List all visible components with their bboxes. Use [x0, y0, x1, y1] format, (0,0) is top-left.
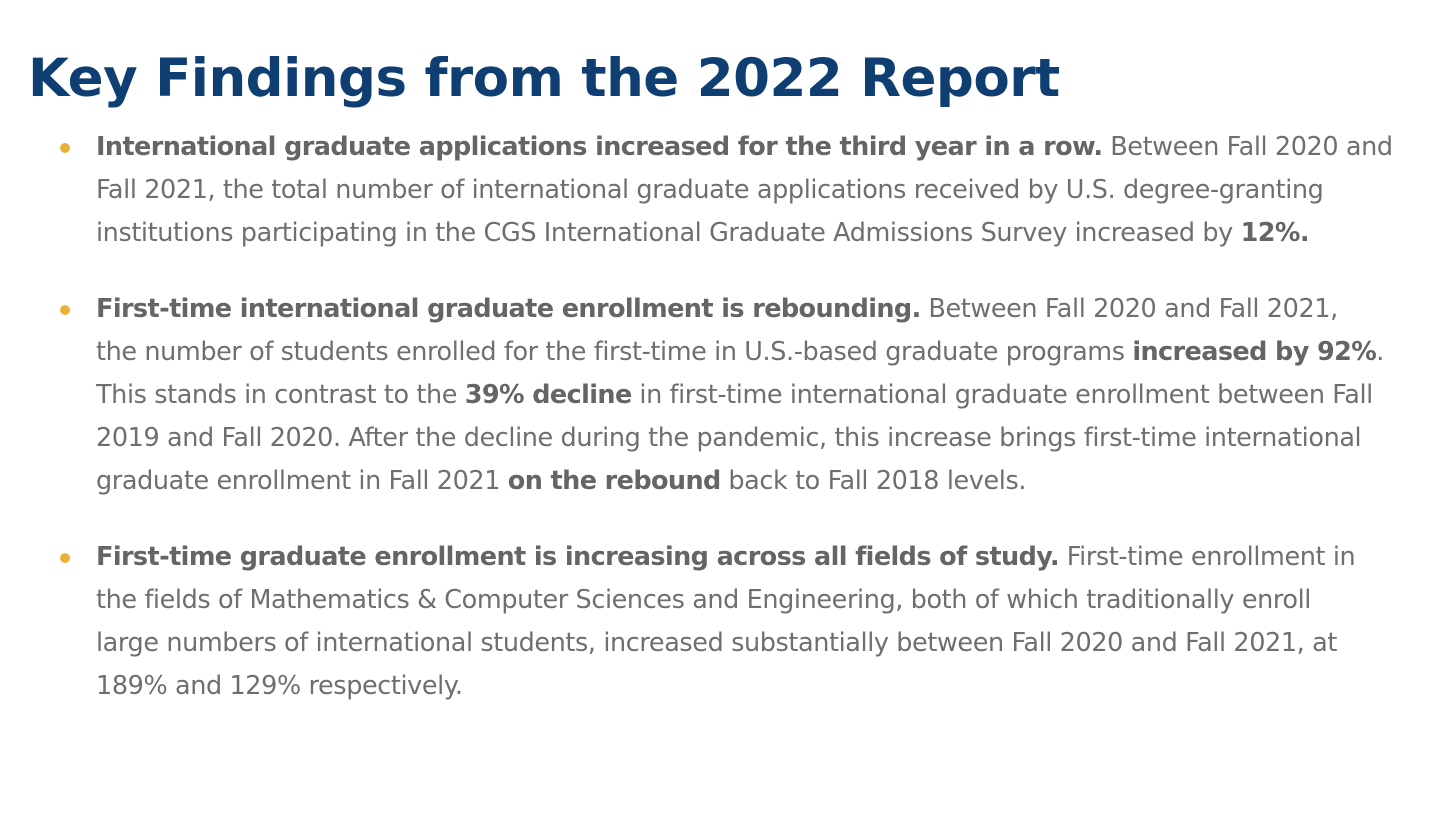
- finding-text: . This stands in contrast to the: [96, 336, 1384, 411]
- finding-highlight: 39% decline: [464, 380, 632, 411]
- finding-heading: First-time graduate enrollment is increasing across all fields of study.: [96, 541, 1060, 572]
- finding-enrollment: [0, 288, 1386, 504]
- finding-highlight: 12%.: [1240, 218, 1309, 249]
- bullet-icon: [60, 305, 70, 315]
- finding-applications: [0, 126, 1396, 256]
- finding-text: First-time enrollment in the fields of Mathematics & Computer Sciences and Engineering, both of which traditionally enroll large numbers of international students, increased substantially between Fall 2020 and Fall 2021, at 189% and 129% respectively.: [96, 541, 1356, 702]
- finding-text: Between Fall 2020 and Fall 2021, the total number of international graduate applications received by U.S. degree-granting institutions participating in the CGS International Graduate Admissions Survey increased by: [96, 132, 1393, 249]
- finding-text: back to Fall 2018 levels.: [720, 466, 1027, 497]
- findings-list: [0, 126, 1434, 708]
- finding-highlight: on the rebound: [507, 466, 721, 497]
- finding-text: in first-time international graduate enrollment between Fall 2019 and Fall 2020. After the decline during the pandemic, this increase brings first-time international graduate enrollment in Fall 2021: [96, 380, 1373, 497]
- page-title: Key Findings from the 2022 Report: [28, 48, 1060, 109]
- finding-text: Between Fall 2020 and Fall 2021, the number of students enrolled for the first-time in U.S.-based graduate programs: [96, 293, 1338, 367]
- finding-heading: International graduate applications increased for the third year in a row.: [96, 132, 1103, 162]
- finding-heading: First-time international graduate enrollment is rebounding.: [96, 293, 921, 324]
- bullet-icon: [60, 553, 70, 563]
- finding-highlight: increased by 92%: [1132, 336, 1377, 367]
- bullet-icon: [60, 143, 70, 153]
- finding-fields-of-study: [0, 536, 1381, 709]
